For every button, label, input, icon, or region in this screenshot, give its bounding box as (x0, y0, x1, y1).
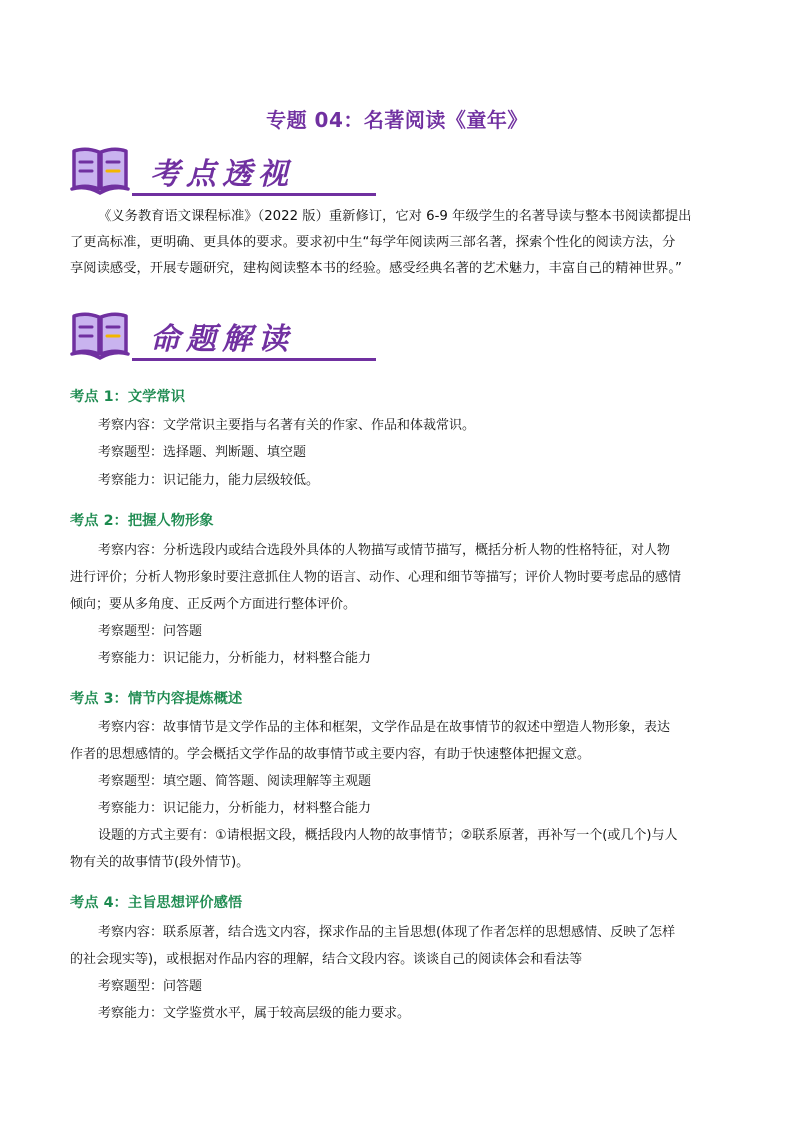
point-line: 物有关的故事情节(段外情节)。 (70, 855, 250, 870)
section-heading: 考点透视 (150, 157, 294, 192)
point-line: 考察能力：识记能力，分析能力，材料整合能力 (98, 801, 372, 816)
point-title: 考点 3：情节内容提炼概述 (70, 691, 243, 707)
point-line: 考察题型：填空题、简答题、阅读理解等主观题 (98, 774, 372, 789)
point-line: 考察能力：文学鉴赏水平，属于较高层级的能力要求。 (98, 1006, 411, 1021)
heading-underline (132, 193, 376, 196)
section-header-overview (70, 145, 320, 201)
point-title: 考点 1：文学常识 (70, 389, 186, 405)
overview-paragraph (70, 204, 725, 282)
point-title: 考点 2：把握人物形象 (70, 513, 214, 529)
point-line: 考察内容：故事情节是文学作品的主体和框架，文学作品是在故事情节的叙述中塑造人物形象，表达 (98, 720, 671, 735)
point-line: 考察能力：识记能力，分析能力，材料整合能力 (98, 651, 372, 666)
point-title: 考点 4：主旨思想评价感悟 (70, 895, 243, 911)
section-header-interpretation (70, 310, 320, 366)
point-line: 作者的思想感情的。学会概括文学作品的故事情节或主要内容，有助于快速整体把握文意。 (70, 747, 591, 762)
point-line: 考察能力：识记能力，能力层级较低。 (98, 473, 320, 488)
section-heading: 命题解读 (150, 322, 294, 357)
point-line: 的社会现实等)，或根据对作品内容的理解，结合文段内容。谈谈自己的阅读体会和看法等 (70, 952, 583, 967)
point-line: 考察题型：问答题 (98, 979, 203, 994)
point-line: 进行评价；分析人物形象时要注意抓住人物的语言、动作、心理和细节等描写；评价人物时要考虑品的感情 (70, 570, 682, 585)
heading-underline (132, 358, 376, 361)
point-line: 考察内容：分析选段内或结合选段外具体的人物描写或情节描写，概括分析人物的性格特征，对人物 (98, 543, 671, 558)
point-line: 考察题型：选择题、判断题、填空题 (98, 445, 307, 460)
overview-line: 《义务教育语文课程标准》（2022 版）重新修订，它对 6-9 年级学生的名著导读与整本书阅读都提出 (98, 209, 692, 224)
open-book-icon (70, 310, 130, 362)
point-line: 设题的方式主要有：①请根据文段，概括段内人物的故事情节；②联系原著，再补写一个(或几个)与人 (98, 828, 678, 843)
point-line: 倾向；要从多角度、正反两个方面进行整体评价。 (70, 597, 357, 612)
point-line: 考察内容：联系原著，结合选文内容，探求作品的主旨思想(体现了作者怎样的思想感情、反映了怎样 (98, 925, 676, 940)
overview-line: 了更高标准，更明确、更具体的要求。要求初中生“每学年阅读两三部名著，探索个性化的阅读方法，分 (70, 235, 676, 250)
document-title: 专题 04：名著阅读《童年》 (266, 108, 528, 132)
overview-line: 享阅读感受，开展专题研究，建构阅读整本书的经验。感受经典名著的艺术魅力，丰富自己的精神世界。” (70, 261, 682, 276)
point-line: 考察内容：文学常识主要指与名著有关的作家、作品和体裁常识。 (98, 418, 476, 433)
point-line: 考察题型：问答题 (98, 624, 203, 639)
open-book-icon (70, 145, 130, 197)
